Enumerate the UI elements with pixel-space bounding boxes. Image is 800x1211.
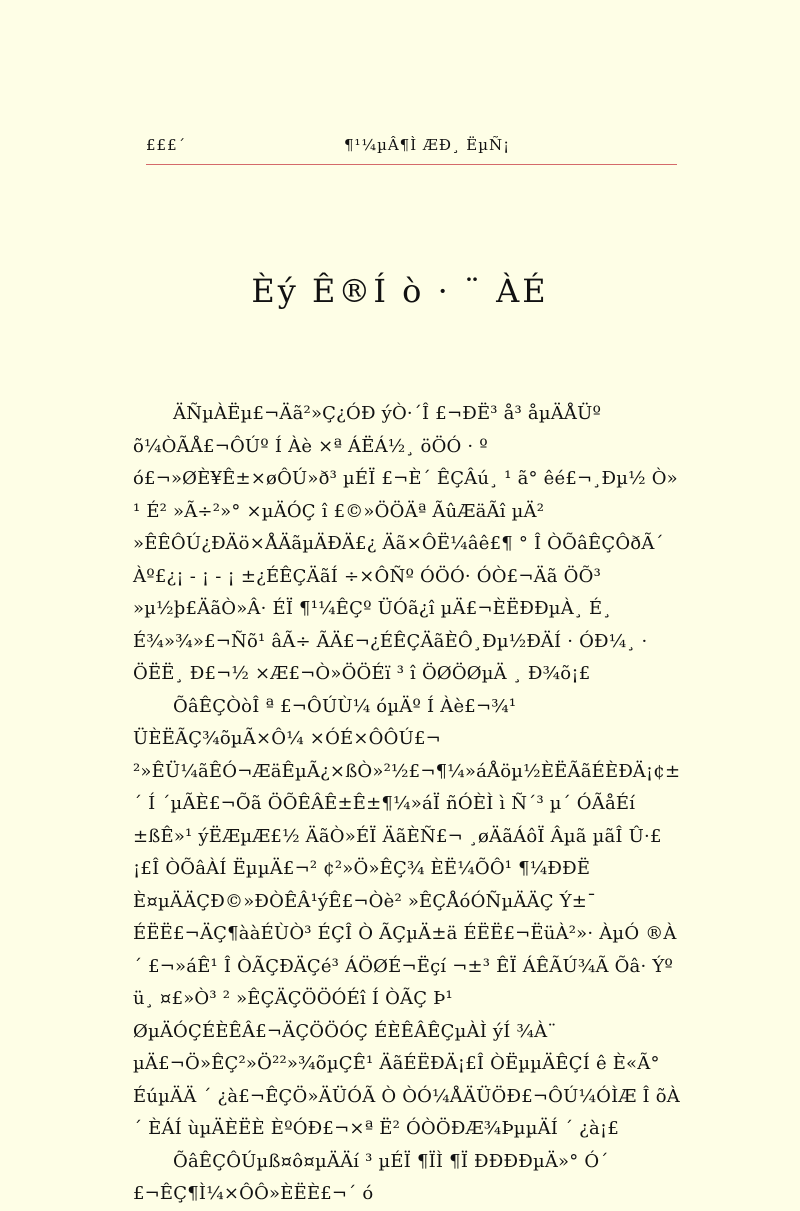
page-number: £££´ [146,136,187,154]
paragraph: ÕâÊÇÒòÎ ª £¬ÔÚÙ¼ óµÄº Í Àè£¬¾¹ ÜÈËÃÇ¾õµÃ×Ô¼ ×ÓÉ×ÔÔÚ£¬ ²»ÊÜ¼ãÊÓ¬ÆäÊµÃ¿×ßÒ»²½£¬¶¼»áÅöµ½ÈËÃãÉÈÐÄ¡¢±´ Í ´µÃÈ£¬Õã ÖÕÊÂÊ±Ê±¶¼»áÏ ñÓÈÌ ì Ñ´³ µ´ ÓÃåÉí ±ßÊ»¹ ýËÆµÆ£½ ÄãÒ»ÉÏ ÄãÈÑ£¬ ¸øÄãÁôÏ Âµã µãÎ Û·£¡£Î ÒÕâÀÍ ËµµÄ£¬² ¢²»Ö»ÊÇ¾ ÈË¼ÕÔ¹ ¶¼ÐÐË È¤µÄÄÇÐ©»ÐÒÊÂ¹ýÊ£¬Òè² »ÊÇÅóÓÑµÄÄÇ Ý±¯ ÉËË£¬ÄÇ¶ààÉÙÒ³ ÉÇÎ Ò ÃÇµÄ±ä ÉËË£¬ËüÀ²»· ÀµÓ ®À´ £¬»áÊ¹ Î ÒÃÇÐÄÇé³ ÁÖØÉ¬Ëçí ¬±³ ÊÏ ÁÊÃÚ¾Ã Õâ· Ýº ü¸ ¤£»Ò³ ² »ÊÇÄÇÖÖÓÉî Í ÒÃÇ Þ¹ ØµÄÓÇÉÈÊÂ£¬ÄÇÖÖÓÇ ÉÈÊÂÊÇµÀÌ ýÍ ¾À¨ µÄ£¬Ö»ÊÇ²»Ö²²»¾õµÇÊ¹ ÄãÉËÐÄ¡£Î ÒËµµÄÊÇÍ ê È«Ã° ÉúµÄÄ ´ ¿à£¬ÊÇÖ»ÄÜÓÃ Ò ÒÓ¼ÅÄÜÖÐ£¬ÔÚ¼ÓÌÆ Î õÀ´ ÈÁÍ ùµÄÈËÈ ÈºÓÐ£¬×ª Ë² ÓÒÖÐÆ¾ÞµµÄÍ ´ ¿à¡£ [133,695,681,1139]
book-title: ¶¹¼µÂ¶Ì ÆÐ¸ ËµÑ¡ [344,136,511,154]
body-text [133,398,681,1211]
running-head [146,136,677,165]
chapter-title: Èý Ê®Í ò · ¨ ÀÉ [251,272,549,310]
paragraph: ÄÑµÀËµ£¬Äã²»Ç¿ÓÐ ýÒ·´Î £¬ÐË³ å³ åµÄÅÜº õ¼ÒÃÅ£¬ÔÚº Í Àè ×ª ÁËÁ½¸ öÖÓ · º ó£¬»ØÈ¥Ê±×øÔÚ»ð³ µÉÏ £¬È´ ÊÇÂú¸ ¹ ã° êé£¬¸Ðµ½ Ò» ¹ É² »Ã÷²»° ×µÄÓÇ î £©»ÖÖÄª ÃûÆäÃî µÄ² »ÊÊÔÚ¿ÐÄö×ÅÄãµÄÐÄ£¿ Äã×ÔË¼âê£¶ ° Î ÒÕâÊÇÔðÃ´ Àº£¿¡ - ¡ - ¡ ±¿ÉÊÇÄãÍ ÷×ÔÑº ÓÖÓ· ÓÒ£¬Äã ÖÕ³ »µ½þ£ÄãÒ»Â· ÉÏ ¶¹¼ÊÇº ÜÓã¿î µÄ£¬ÈËÐÐµÀ¸ É¸ É¾»¾»£¬Ñõ¹ âÃ÷ ÃÄ£¬¿ÉÊÇÄãÈÔ¸Ðµ½ÐÄÍ · ÓÐ¼¸ · ÖËË¸ Ð£¬½ ×Æ£¬Ò»ÖÖÉï ³ î ÖØÖØµÄ ¸ Ð¾õ¡£ [133,403,678,684]
paragraph: ÕâÊÇÔÚµß¤ô¤µÄÄí ³ µÉÏ ¶ÏÌ ¶Ï ÐÐÐÐµÄ»° Ó´ £¬ÊÇ¶Ì¼×ÔÔ»ÈËÈ£¬´ ó [133,1150,609,1204]
